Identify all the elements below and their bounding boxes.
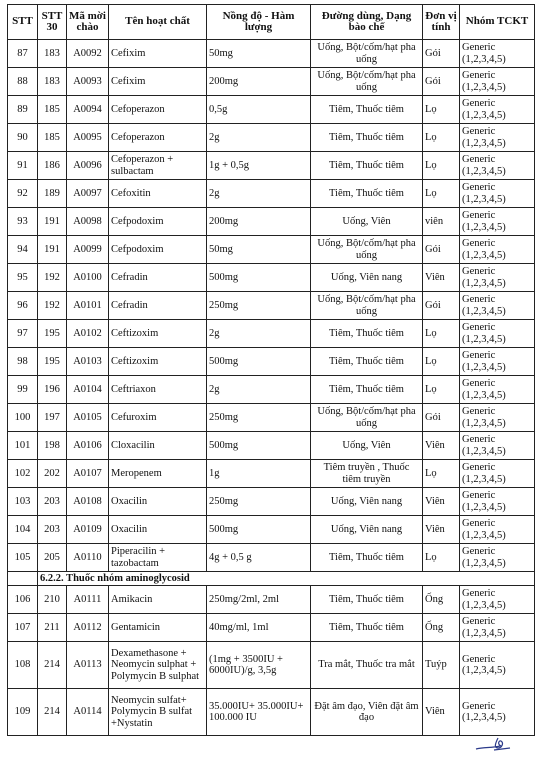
cell-nhom: Generic (1,2,3,4,5): [460, 460, 535, 488]
cell-stt: 103: [8, 488, 38, 516]
cell-stt: 94: [8, 236, 38, 264]
cell-stt30: 195: [38, 348, 67, 376]
table-row: [8, 586, 535, 614]
cell-don-vi: Lọ: [423, 320, 460, 348]
cell-stt: 88: [8, 68, 38, 96]
cell-duong-dung: Uống, Bột/cốm/hạt pha uống: [311, 292, 423, 320]
cell-ma-moi-chao: A0104: [67, 376, 109, 404]
cell-nhom: Generic (1,2,3,4,5): [460, 124, 535, 152]
cell-nong-do: 500mg: [207, 432, 311, 460]
cell-nong-do: 0,5g: [207, 96, 311, 124]
cell-nhom: Generic (1,2,3,4,5): [460, 432, 535, 460]
cell-nhom: Generic (1,2,3,4,5): [460, 320, 535, 348]
table-row: [8, 96, 535, 124]
cell-nhom: Generic (1,2,3,4,5): [460, 152, 535, 180]
cell-nhom: Generic (1,2,3,4,5): [460, 236, 535, 264]
cell-stt: 89: [8, 96, 38, 124]
cell-ma-moi-chao: A0109: [67, 516, 109, 544]
table-row: [8, 432, 535, 460]
cell-stt: 102: [8, 460, 38, 488]
cell-stt30: 203: [38, 516, 67, 544]
cell-stt30: 183: [38, 68, 67, 96]
cell-nhom: Generic (1,2,3,4,5): [460, 208, 535, 236]
cell-stt30: 192: [38, 292, 67, 320]
table-row: [8, 180, 535, 208]
cell-ma-moi-chao: A0097: [67, 180, 109, 208]
cell-don-vi: Gói: [423, 404, 460, 432]
cell-stt: 100: [8, 404, 38, 432]
cell-nhom: Generic (1,2,3,4,5): [460, 264, 535, 292]
cell-stt: 96: [8, 292, 38, 320]
cell-nong-do: 2g: [207, 320, 311, 348]
cell-ten-hoat-chat: Gentamicin: [109, 614, 207, 642]
cell-stt: 107: [8, 614, 38, 642]
cell-don-vi: Viên: [423, 516, 460, 544]
cell-nhom: Generic (1,2,3,4,5): [460, 96, 535, 124]
table-header-row: [8, 5, 535, 40]
cell-nhom: Generic (1,2,3,4,5): [460, 614, 535, 642]
cell-nong-do: 50mg: [207, 40, 311, 68]
cell-ten-hoat-chat: Cefuroxim: [109, 404, 207, 432]
cell-ma-moi-chao: A0108: [67, 488, 109, 516]
signature-mark: [474, 735, 514, 753]
table-row: [8, 689, 535, 736]
table-row: [8, 642, 535, 689]
cell-nong-do: 1g + 0,5g: [207, 152, 311, 180]
cell-nong-do: 250mg: [207, 292, 311, 320]
cell-nong-do: 4g + 0,5 g: [207, 544, 311, 572]
cell-ten-hoat-chat: Cefpodoxim: [109, 236, 207, 264]
cell-stt: 97: [8, 320, 38, 348]
cell-don-vi: Gói: [423, 68, 460, 96]
cell-stt30: 205: [38, 544, 67, 572]
cell-ma-moi-chao: A0112: [67, 614, 109, 642]
cell-stt: 87: [8, 40, 38, 68]
cell-nong-do: 250mg: [207, 404, 311, 432]
cell-ma-moi-chao: A0092: [67, 40, 109, 68]
cell-duong-dung: Tra mắt, Thuốc tra mắt: [311, 642, 423, 689]
cell-duong-dung: Tiêm, Thuốc tiêm: [311, 544, 423, 572]
cell-duong-dung: Uống, Viên: [311, 432, 423, 460]
header-nong-do: Nồng độ - Hàm lượng: [207, 5, 311, 40]
cell-stt: 91: [8, 152, 38, 180]
header-ten-hoat-chat: Tên hoạt chất: [109, 5, 207, 40]
cell-don-vi: viên: [423, 208, 460, 236]
cell-don-vi: Viên: [423, 264, 460, 292]
cell-ten-hoat-chat: Neomycin sulfat+ Polymycin B sulfat +Nystatin: [109, 689, 207, 736]
cell-nong-do: 35.000IU+ 35.000IU+ 100.000 IU: [207, 689, 311, 736]
table-row: [8, 236, 535, 264]
cell-ten-hoat-chat: Ceftizoxim: [109, 348, 207, 376]
table-row: [8, 488, 535, 516]
cell-duong-dung: Tiêm, Thuốc tiêm: [311, 96, 423, 124]
cell-nong-do: 200mg: [207, 68, 311, 96]
cell-ma-moi-chao: A0114: [67, 689, 109, 736]
table-row: [8, 614, 535, 642]
cell-stt: 92: [8, 180, 38, 208]
table-row: [8, 404, 535, 432]
cell-ma-moi-chao: A0106: [67, 432, 109, 460]
cell-ten-hoat-chat: Cefoperazon: [109, 124, 207, 152]
cell-nhom: Generic (1,2,3,4,5): [460, 292, 535, 320]
cell-duong-dung: Tiêm truyền , Thuốc tiêm truyền: [311, 460, 423, 488]
cell-nhom: Generic (1,2,3,4,5): [460, 689, 535, 736]
cell-duong-dung: Uống, Bột/cốm/hạt pha uống: [311, 40, 423, 68]
cell-stt30: 185: [38, 96, 67, 124]
cell-ten-hoat-chat: Cefradin: [109, 264, 207, 292]
cell-stt: 108: [8, 642, 38, 689]
cell-stt30: 198: [38, 432, 67, 460]
cell-ten-hoat-chat: Cefoxitin: [109, 180, 207, 208]
table-row: [8, 152, 535, 180]
header-don-vi: Đơn vị tính: [423, 5, 460, 40]
cell-don-vi: Lọ: [423, 124, 460, 152]
cell-stt: 95: [8, 264, 38, 292]
cell-ma-moi-chao: A0110: [67, 544, 109, 572]
cell-stt: 105: [8, 544, 38, 572]
cell-ten-hoat-chat: Cefixim: [109, 68, 207, 96]
cell-nong-do: 40mg/ml, 1ml: [207, 614, 311, 642]
cell-don-vi: Lọ: [423, 460, 460, 488]
table-row: [8, 292, 535, 320]
cell-nong-do: 1g: [207, 460, 311, 488]
cell-ma-moi-chao: A0113: [67, 642, 109, 689]
table-row: [8, 376, 535, 404]
cell-stt30: 210: [38, 586, 67, 614]
cell-stt30: 214: [38, 642, 67, 689]
cell-ten-hoat-chat: Cloxacilin: [109, 432, 207, 460]
table-row: [8, 40, 535, 68]
cell-ma-moi-chao: A0093: [67, 68, 109, 96]
cell-ma-moi-chao: A0095: [67, 124, 109, 152]
cell-ten-hoat-chat: Oxacilin: [109, 516, 207, 544]
drug-table: [7, 4, 535, 736]
cell-stt30: 202: [38, 460, 67, 488]
cell-stt30: 214: [38, 689, 67, 736]
cell-don-vi: Tuýp: [423, 642, 460, 689]
cell-stt30: 211: [38, 614, 67, 642]
cell-nhom: Generic (1,2,3,4,5): [460, 40, 535, 68]
cell-duong-dung: Uống, Bột/cốm/hạt pha uống: [311, 404, 423, 432]
cell-ma-moi-chao: A0102: [67, 320, 109, 348]
cell-don-vi: Gói: [423, 236, 460, 264]
cell-nong-do: (1mg + 3500IU + 6000IU)/g, 3,5g: [207, 642, 311, 689]
cell-duong-dung: Tiêm, Thuốc tiêm: [311, 152, 423, 180]
cell-stt: 98: [8, 348, 38, 376]
cell-ma-moi-chao: A0111: [67, 586, 109, 614]
cell-nong-do: 2g: [207, 124, 311, 152]
cell-ten-hoat-chat: Meropenem: [109, 460, 207, 488]
cell-nhom: Generic (1,2,3,4,5): [460, 488, 535, 516]
cell-ma-moi-chao: A0098: [67, 208, 109, 236]
cell-ma-moi-chao: A0096: [67, 152, 109, 180]
cell-duong-dung: Uống, Viên nang: [311, 516, 423, 544]
table-row: [8, 348, 535, 376]
cell-duong-dung: Uống, Viên nang: [311, 264, 423, 292]
cell-nhom: Generic (1,2,3,4,5): [460, 516, 535, 544]
table-row: [8, 264, 535, 292]
cell-stt: 106: [8, 586, 38, 614]
cell-stt: 104: [8, 516, 38, 544]
cell-don-vi: Viên: [423, 488, 460, 516]
cell-ten-hoat-chat: Cefradin: [109, 292, 207, 320]
cell-stt30: 203: [38, 488, 67, 516]
cell-ten-hoat-chat: Dexamethasone + Neomycin sulphat + Polymycin B sulphat: [109, 642, 207, 689]
cell-nong-do: 250mg: [207, 488, 311, 516]
cell-duong-dung: Tiêm, Thuốc tiêm: [311, 320, 423, 348]
cell-duong-dung: Tiêm, Thuốc tiêm: [311, 376, 423, 404]
cell-ma-moi-chao: A0100: [67, 264, 109, 292]
cell-ten-hoat-chat: Cefoperazon + sulbactam: [109, 152, 207, 180]
cell-ten-hoat-chat: Piperacilin + tazobactam: [109, 544, 207, 572]
cell-ten-hoat-chat: Cefpodoxim: [109, 208, 207, 236]
table-row: [8, 320, 535, 348]
cell-ma-moi-chao: A0105: [67, 404, 109, 432]
cell-nong-do: 500mg: [207, 348, 311, 376]
cell-nong-do: 200mg: [207, 208, 311, 236]
cell-stt30: 191: [38, 208, 67, 236]
cell-nhom: Generic (1,2,3,4,5): [460, 180, 535, 208]
cell-nong-do: 250mg/2ml, 2ml: [207, 586, 311, 614]
cell-don-vi: Gói: [423, 292, 460, 320]
cell-ma-moi-chao: A0103: [67, 348, 109, 376]
cell-don-vi: Lọ: [423, 180, 460, 208]
header-stt: STT: [8, 5, 38, 40]
cell-nhom: Generic (1,2,3,4,5): [460, 642, 535, 689]
cell-ma-moi-chao: A0099: [67, 236, 109, 264]
cell-stt: 99: [8, 376, 38, 404]
cell-don-vi: Lọ: [423, 544, 460, 572]
cell-stt30: 192: [38, 264, 67, 292]
cell-duong-dung: Tiêm, Thuốc tiêm: [311, 348, 423, 376]
cell-don-vi: Ống: [423, 586, 460, 614]
header-duong-dung: Đường dùng, Dạng bào chế: [311, 5, 423, 40]
cell-stt30: 183: [38, 40, 67, 68]
cell-stt: 90: [8, 124, 38, 152]
cell-duong-dung: Uống, Bột/cốm/hạt pha uống: [311, 68, 423, 96]
header-nhom: Nhóm TCKT: [460, 5, 535, 40]
cell-stt30: 195: [38, 320, 67, 348]
cell-ten-hoat-chat: Cefixim: [109, 40, 207, 68]
cell-don-vi: Viên: [423, 689, 460, 736]
cell-ma-moi-chao: A0094: [67, 96, 109, 124]
cell-ma-moi-chao: A0107: [67, 460, 109, 488]
cell-stt: 93: [8, 208, 38, 236]
cell-don-vi: Lọ: [423, 348, 460, 376]
header-stt30: STT 30: [38, 5, 67, 40]
cell-nhom: Generic (1,2,3,4,5): [460, 404, 535, 432]
cell-nhom: Generic (1,2,3,4,5): [460, 68, 535, 96]
cell-stt: 109: [8, 689, 38, 736]
cell-nong-do: 500mg: [207, 264, 311, 292]
table-row: [8, 208, 535, 236]
cell-don-vi: Ống: [423, 614, 460, 642]
cell-stt30: 185: [38, 124, 67, 152]
cell-don-vi: Viên: [423, 432, 460, 460]
header-ma-moi-chao: Mã mời chào: [67, 5, 109, 40]
cell-duong-dung: Uống, Viên: [311, 208, 423, 236]
cell-stt30: 191: [38, 236, 67, 264]
cell-don-vi: Lọ: [423, 152, 460, 180]
cell-stt30: 197: [38, 404, 67, 432]
cell-duong-dung: Tiêm, Thuốc tiêm: [311, 124, 423, 152]
cell-stt: 101: [8, 432, 38, 460]
cell-nong-do: 50mg: [207, 236, 311, 264]
cell-don-vi: Gói: [423, 40, 460, 68]
table-row: [8, 68, 535, 96]
table-row: [8, 544, 535, 572]
section-title: 6.2.2. Thuốc nhóm aminoglycosid: [38, 572, 535, 586]
cell-nhom: Generic (1,2,3,4,5): [460, 586, 535, 614]
cell-duong-dung: Tiêm, Thuốc tiêm: [311, 614, 423, 642]
cell-stt30: 186: [38, 152, 67, 180]
cell-duong-dung: Uống, Viên nang: [311, 488, 423, 516]
cell-nong-do: 500mg: [207, 516, 311, 544]
cell-duong-dung: Uống, Bột/cốm/hạt pha uống: [311, 236, 423, 264]
cell-ten-hoat-chat: Amikacin: [109, 586, 207, 614]
cell-stt30: 196: [38, 376, 67, 404]
cell-ten-hoat-chat: Ceftizoxim: [109, 320, 207, 348]
section-row: [8, 572, 535, 586]
cell-ma-moi-chao: A0101: [67, 292, 109, 320]
cell-duong-dung: Tiêm, Thuốc tiêm: [311, 586, 423, 614]
cell-ten-hoat-chat: Cefoperazon: [109, 96, 207, 124]
cell-ten-hoat-chat: Oxacilin: [109, 488, 207, 516]
cell-nhom: Generic (1,2,3,4,5): [460, 348, 535, 376]
cell-nong-do: 2g: [207, 180, 311, 208]
cell-don-vi: Lọ: [423, 376, 460, 404]
table-row: [8, 460, 535, 488]
cell-nhom: Generic (1,2,3,4,5): [460, 376, 535, 404]
cell-ten-hoat-chat: Ceftriaxon: [109, 376, 207, 404]
cell-don-vi: Lọ: [423, 96, 460, 124]
section-spacer: [8, 572, 38, 586]
table-row: [8, 124, 535, 152]
cell-nong-do: 2g: [207, 376, 311, 404]
cell-duong-dung: Tiêm, Thuốc tiêm: [311, 180, 423, 208]
cell-stt30: 189: [38, 180, 67, 208]
cell-duong-dung: Đặt âm đạo, Viên đặt âm đạo: [311, 689, 423, 736]
cell-nhom: Generic (1,2,3,4,5): [460, 544, 535, 572]
table-row: [8, 516, 535, 544]
